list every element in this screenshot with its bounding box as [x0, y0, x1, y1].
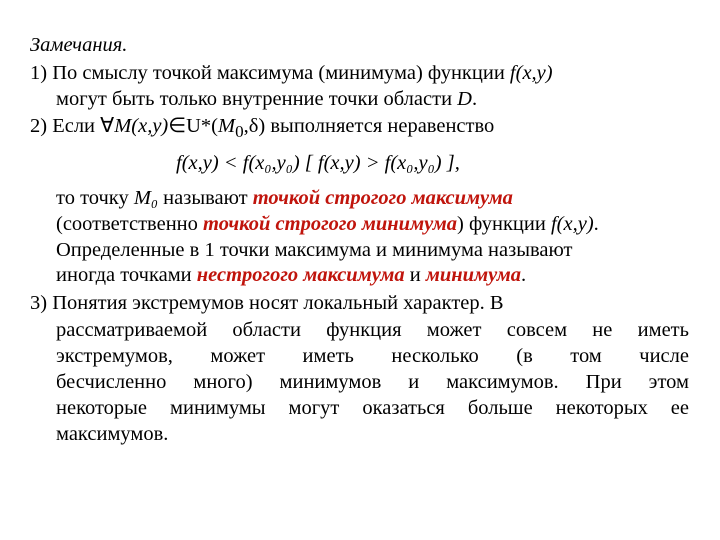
conjunction: и: [404, 264, 426, 286]
period-3: .: [521, 264, 527, 286]
item-1-line-2: [56, 86, 477, 112]
inequality: f(x,y) < f(x₀,y₀) [ f(x,y) > f(x₀,y₀) ],: [176, 152, 460, 174]
region-d: D: [457, 88, 472, 110]
point-m0-2: M₀: [133, 187, 159, 209]
item-2-line-4: [56, 211, 599, 237]
item-2-if: Если: [52, 115, 101, 137]
function-fxy: f(x,y): [509, 62, 553, 84]
nonstrict-max-term: нестрогого максимума: [196, 264, 405, 286]
forall-symbol: ∀: [100, 115, 115, 137]
item-1-line-1: [30, 60, 553, 86]
subscript-zero: 0: [235, 122, 244, 142]
item-3-line-2: рассматриваемой области функция может совсем не иметь: [56, 319, 689, 341]
period-2: .: [593, 213, 599, 235]
item-2-text-4b: ) функции: [457, 213, 551, 235]
remarks-title: Замечания.: [30, 34, 128, 56]
point-m: M(x,y): [114, 115, 169, 137]
item-2-number: 2): [30, 115, 48, 137]
item-3-line-4: бесчисленно много) минимумов и максимумов. При этом: [56, 371, 689, 393]
item-3-line-5: некоторые минимумы могут оказаться больше некоторых ее: [56, 397, 689, 419]
item-2-line-6: [56, 262, 526, 288]
item-2-line-3: [56, 185, 513, 211]
item-3-line-3: экстремумов, может иметь несколько (в том числе: [56, 345, 689, 367]
item-3-text-1: Понятия экстремумов носят локальный характер. В: [52, 292, 504, 314]
item-2-text-3: то точку: [56, 187, 134, 209]
item-1-number: 1): [30, 62, 48, 84]
delta: ,δ): [243, 115, 266, 137]
item-2-rest: выполняется неравенство: [265, 115, 495, 137]
period: .: [471, 88, 478, 110]
item-3-line-6: максимумов.: [56, 423, 169, 445]
item-2-text-6: иногда точками: [56, 264, 197, 286]
neighborhood: ∈U*(: [168, 115, 218, 137]
function-fxy-2: f(x,y): [550, 213, 594, 235]
item-3-number: 3): [30, 292, 48, 314]
nonstrict-min-term: минимума: [425, 264, 522, 286]
item-1-text: По смыслу точкой максимума (минимума) функции: [52, 62, 510, 84]
item-2-line-5: Определенные в 1 точки максимума и минимума называют: [56, 239, 573, 261]
item-2-text-3b: называют: [158, 187, 253, 209]
item-3-line-1: [30, 290, 504, 316]
strict-max-term: точкой строгого максимума: [252, 187, 513, 209]
strict-min-term: точкой строгого минимума: [203, 213, 458, 235]
item-2-line-1: [30, 113, 494, 145]
item-1-text-2: могут быть только внутренние точки области: [56, 88, 458, 110]
point-m0: M: [218, 115, 236, 137]
item-2-text-4: (соответственно: [56, 213, 204, 235]
